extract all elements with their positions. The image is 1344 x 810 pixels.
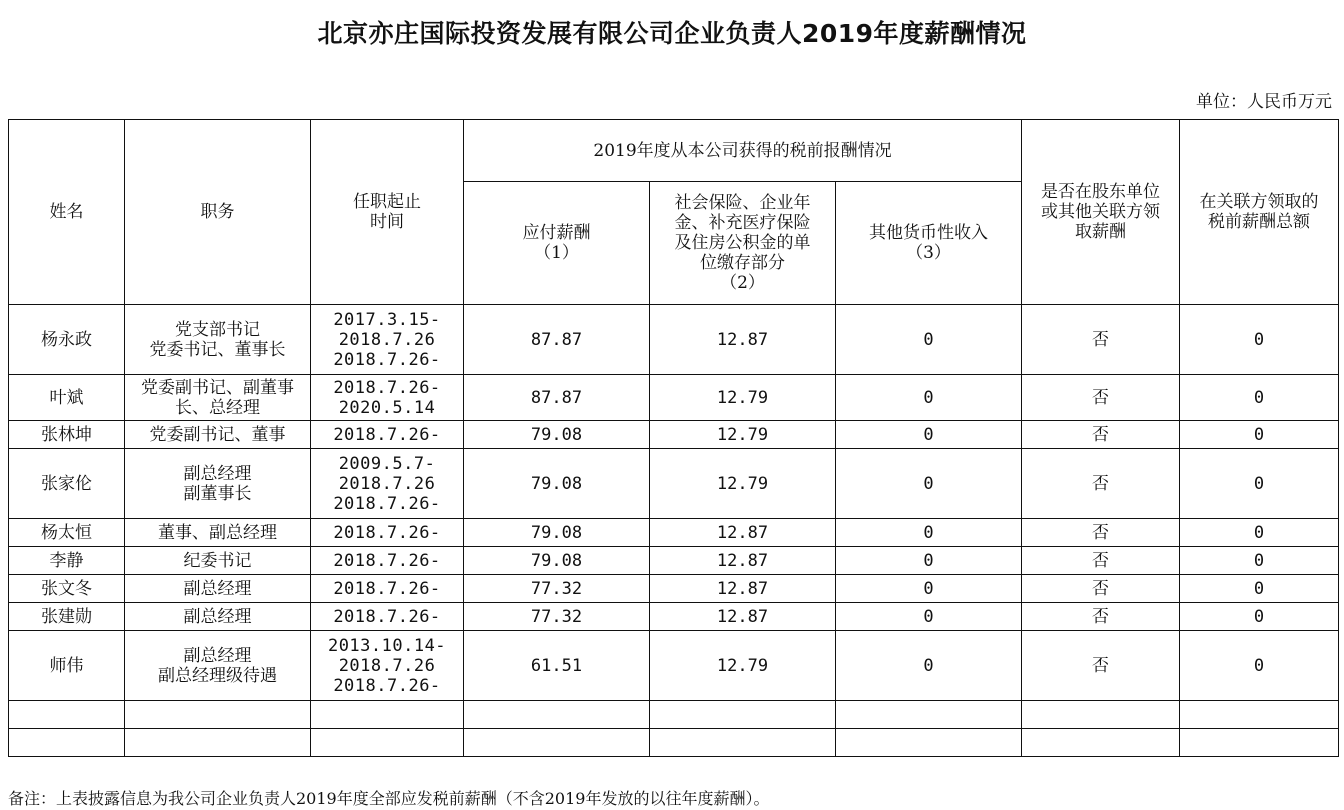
cell-other: 0	[836, 631, 1022, 701]
cell-shareholder: 否	[1022, 547, 1180, 575]
cell-pay: 79.08	[464, 519, 650, 547]
cell-name: 杨永政	[9, 305, 125, 375]
header-group: 2019年度从本公司获得的税前报酬情况	[464, 120, 1022, 182]
cell-shareholder: 否	[1022, 305, 1180, 375]
empty-cell	[9, 701, 125, 729]
empty-cell	[464, 729, 650, 757]
cell-pay: 79.08	[464, 421, 650, 449]
cell-term: 2009.5.7- 2018.7.26 2018.7.26-	[311, 449, 464, 519]
cell-other: 0	[836, 575, 1022, 603]
table-row	[9, 449, 1339, 519]
cell-position: 董事、副总经理	[125, 519, 311, 547]
cell-insurance: 12.79	[650, 375, 836, 421]
cell-pay: 79.08	[464, 449, 650, 519]
cell-pay: 87.87	[464, 375, 650, 421]
table-row	[9, 421, 1339, 449]
header-insurance: 社会保险、企业年 金、补充医疗保险 及住房公积金的单 位缴存部分 （2）	[650, 182, 836, 305]
cell-term: 2013.10.14- 2018.7.26 2018.7.26-	[311, 631, 464, 701]
cell-position: 纪委书记	[125, 547, 311, 575]
cell-term: 2017.3.15- 2018.7.26 2018.7.26-	[311, 305, 464, 375]
table-row	[9, 603, 1339, 631]
header-other: 其他货币性收入 （3）	[836, 182, 1022, 305]
header-pay: 应付薪酬 （1）	[464, 182, 650, 305]
document-title: 北京亦庄国际投资发展有限公司企业负责人2019年度薪酬情况	[317, 19, 1027, 48]
cell-term: 2018.7.26-	[311, 575, 464, 603]
table-row	[9, 305, 1339, 375]
empty-cell	[464, 701, 650, 729]
cell-name: 叶斌	[9, 375, 125, 421]
empty-cell	[836, 729, 1022, 757]
cell-insurance: 12.79	[650, 421, 836, 449]
empty-cell	[1022, 701, 1180, 729]
cell-term: 2018.7.26- 2020.5.14	[311, 375, 464, 421]
cell-insurance: 12.79	[650, 449, 836, 519]
table-row	[9, 575, 1339, 603]
empty-cell	[125, 729, 311, 757]
cell-position: 副总经理	[125, 575, 311, 603]
cell-insurance: 12.79	[650, 631, 836, 701]
cell-other: 0	[836, 449, 1022, 519]
cell-insurance: 12.87	[650, 547, 836, 575]
cell-pay: 77.32	[464, 575, 650, 603]
cell-shareholder: 否	[1022, 575, 1180, 603]
table-row	[9, 631, 1339, 701]
cell-position: 副总经理	[125, 603, 311, 631]
cell-pay: 79.08	[464, 547, 650, 575]
cell-insurance: 12.87	[650, 305, 836, 375]
empty-cell	[836, 701, 1022, 729]
cell-position: 党委副书记、董事	[125, 421, 311, 449]
cell-pay: 87.87	[464, 305, 650, 375]
cell-other: 0	[836, 421, 1022, 449]
empty-cell	[650, 729, 836, 757]
header-name: 姓名	[9, 120, 125, 305]
cell-related: 0	[1180, 547, 1339, 575]
cell-position: 副总经理 副总经理级待遇	[125, 631, 311, 701]
cell-other: 0	[836, 519, 1022, 547]
cell-shareholder: 否	[1022, 375, 1180, 421]
cell-position: 党支部书记 党委书记、董事长	[125, 305, 311, 375]
footnote: 备注：上表披露信息为我公司企业负责人2019年度全部应发税前薪酬（不含2019年发放的以往年度薪酬）。	[8, 789, 770, 808]
cell-insurance: 12.87	[650, 519, 836, 547]
cell-other: 0	[836, 375, 1022, 421]
cell-term: 2018.7.26-	[311, 421, 464, 449]
empty-row	[9, 701, 1339, 729]
header-shareholder: 是否在股东单位 或其他关联方领 取薪酬	[1022, 120, 1180, 305]
header-term: 任职起止 时间	[311, 120, 464, 305]
cell-pay: 61.51	[464, 631, 650, 701]
header-related: 在关联方领取的 税前薪酬总额	[1180, 120, 1339, 305]
empty-cell	[1180, 729, 1339, 757]
cell-term: 2018.7.26-	[311, 547, 464, 575]
cell-name: 杨太恒	[9, 519, 125, 547]
cell-related: 0	[1180, 449, 1339, 519]
cell-shareholder: 否	[1022, 631, 1180, 701]
unit-label: 单位：人民币万元	[1196, 92, 1332, 112]
cell-name: 张林坤	[9, 421, 125, 449]
cell-term: 2018.7.26-	[311, 603, 464, 631]
cell-related: 0	[1180, 375, 1339, 421]
empty-cell	[650, 701, 836, 729]
cell-name: 张建勋	[9, 603, 125, 631]
cell-shareholder: 否	[1022, 603, 1180, 631]
cell-related: 0	[1180, 603, 1339, 631]
empty-cell	[1180, 701, 1339, 729]
header-position: 职务	[125, 120, 311, 305]
cell-shareholder: 否	[1022, 421, 1180, 449]
cell-position: 副总经理 副董事长	[125, 449, 311, 519]
cell-other: 0	[836, 305, 1022, 375]
cell-insurance: 12.87	[650, 575, 836, 603]
cell-related: 0	[1180, 575, 1339, 603]
table-row	[9, 547, 1339, 575]
cell-related: 0	[1180, 519, 1339, 547]
cell-shareholder: 否	[1022, 519, 1180, 547]
cell-term: 2018.7.26-	[311, 519, 464, 547]
cell-related: 0	[1180, 421, 1339, 449]
cell-other: 0	[836, 603, 1022, 631]
empty-cell	[311, 729, 464, 757]
cell-related: 0	[1180, 631, 1339, 701]
table-row	[9, 375, 1339, 421]
cell-name: 张文冬	[9, 575, 125, 603]
cell-shareholder: 否	[1022, 449, 1180, 519]
empty-cell	[125, 701, 311, 729]
cell-name: 张家伦	[9, 449, 125, 519]
cell-name: 师伟	[9, 631, 125, 701]
cell-other: 0	[836, 547, 1022, 575]
cell-name: 李静	[9, 547, 125, 575]
compensation-table	[8, 119, 1339, 757]
cell-insurance: 12.87	[650, 603, 836, 631]
cell-pay: 77.32	[464, 603, 650, 631]
cell-related: 0	[1180, 305, 1339, 375]
empty-cell	[1022, 729, 1180, 757]
empty-cell	[9, 729, 125, 757]
cell-position: 党委副书记、副董事 长、总经理	[125, 375, 311, 421]
empty-row	[9, 729, 1339, 757]
table-row	[9, 519, 1339, 547]
empty-cell	[311, 701, 464, 729]
